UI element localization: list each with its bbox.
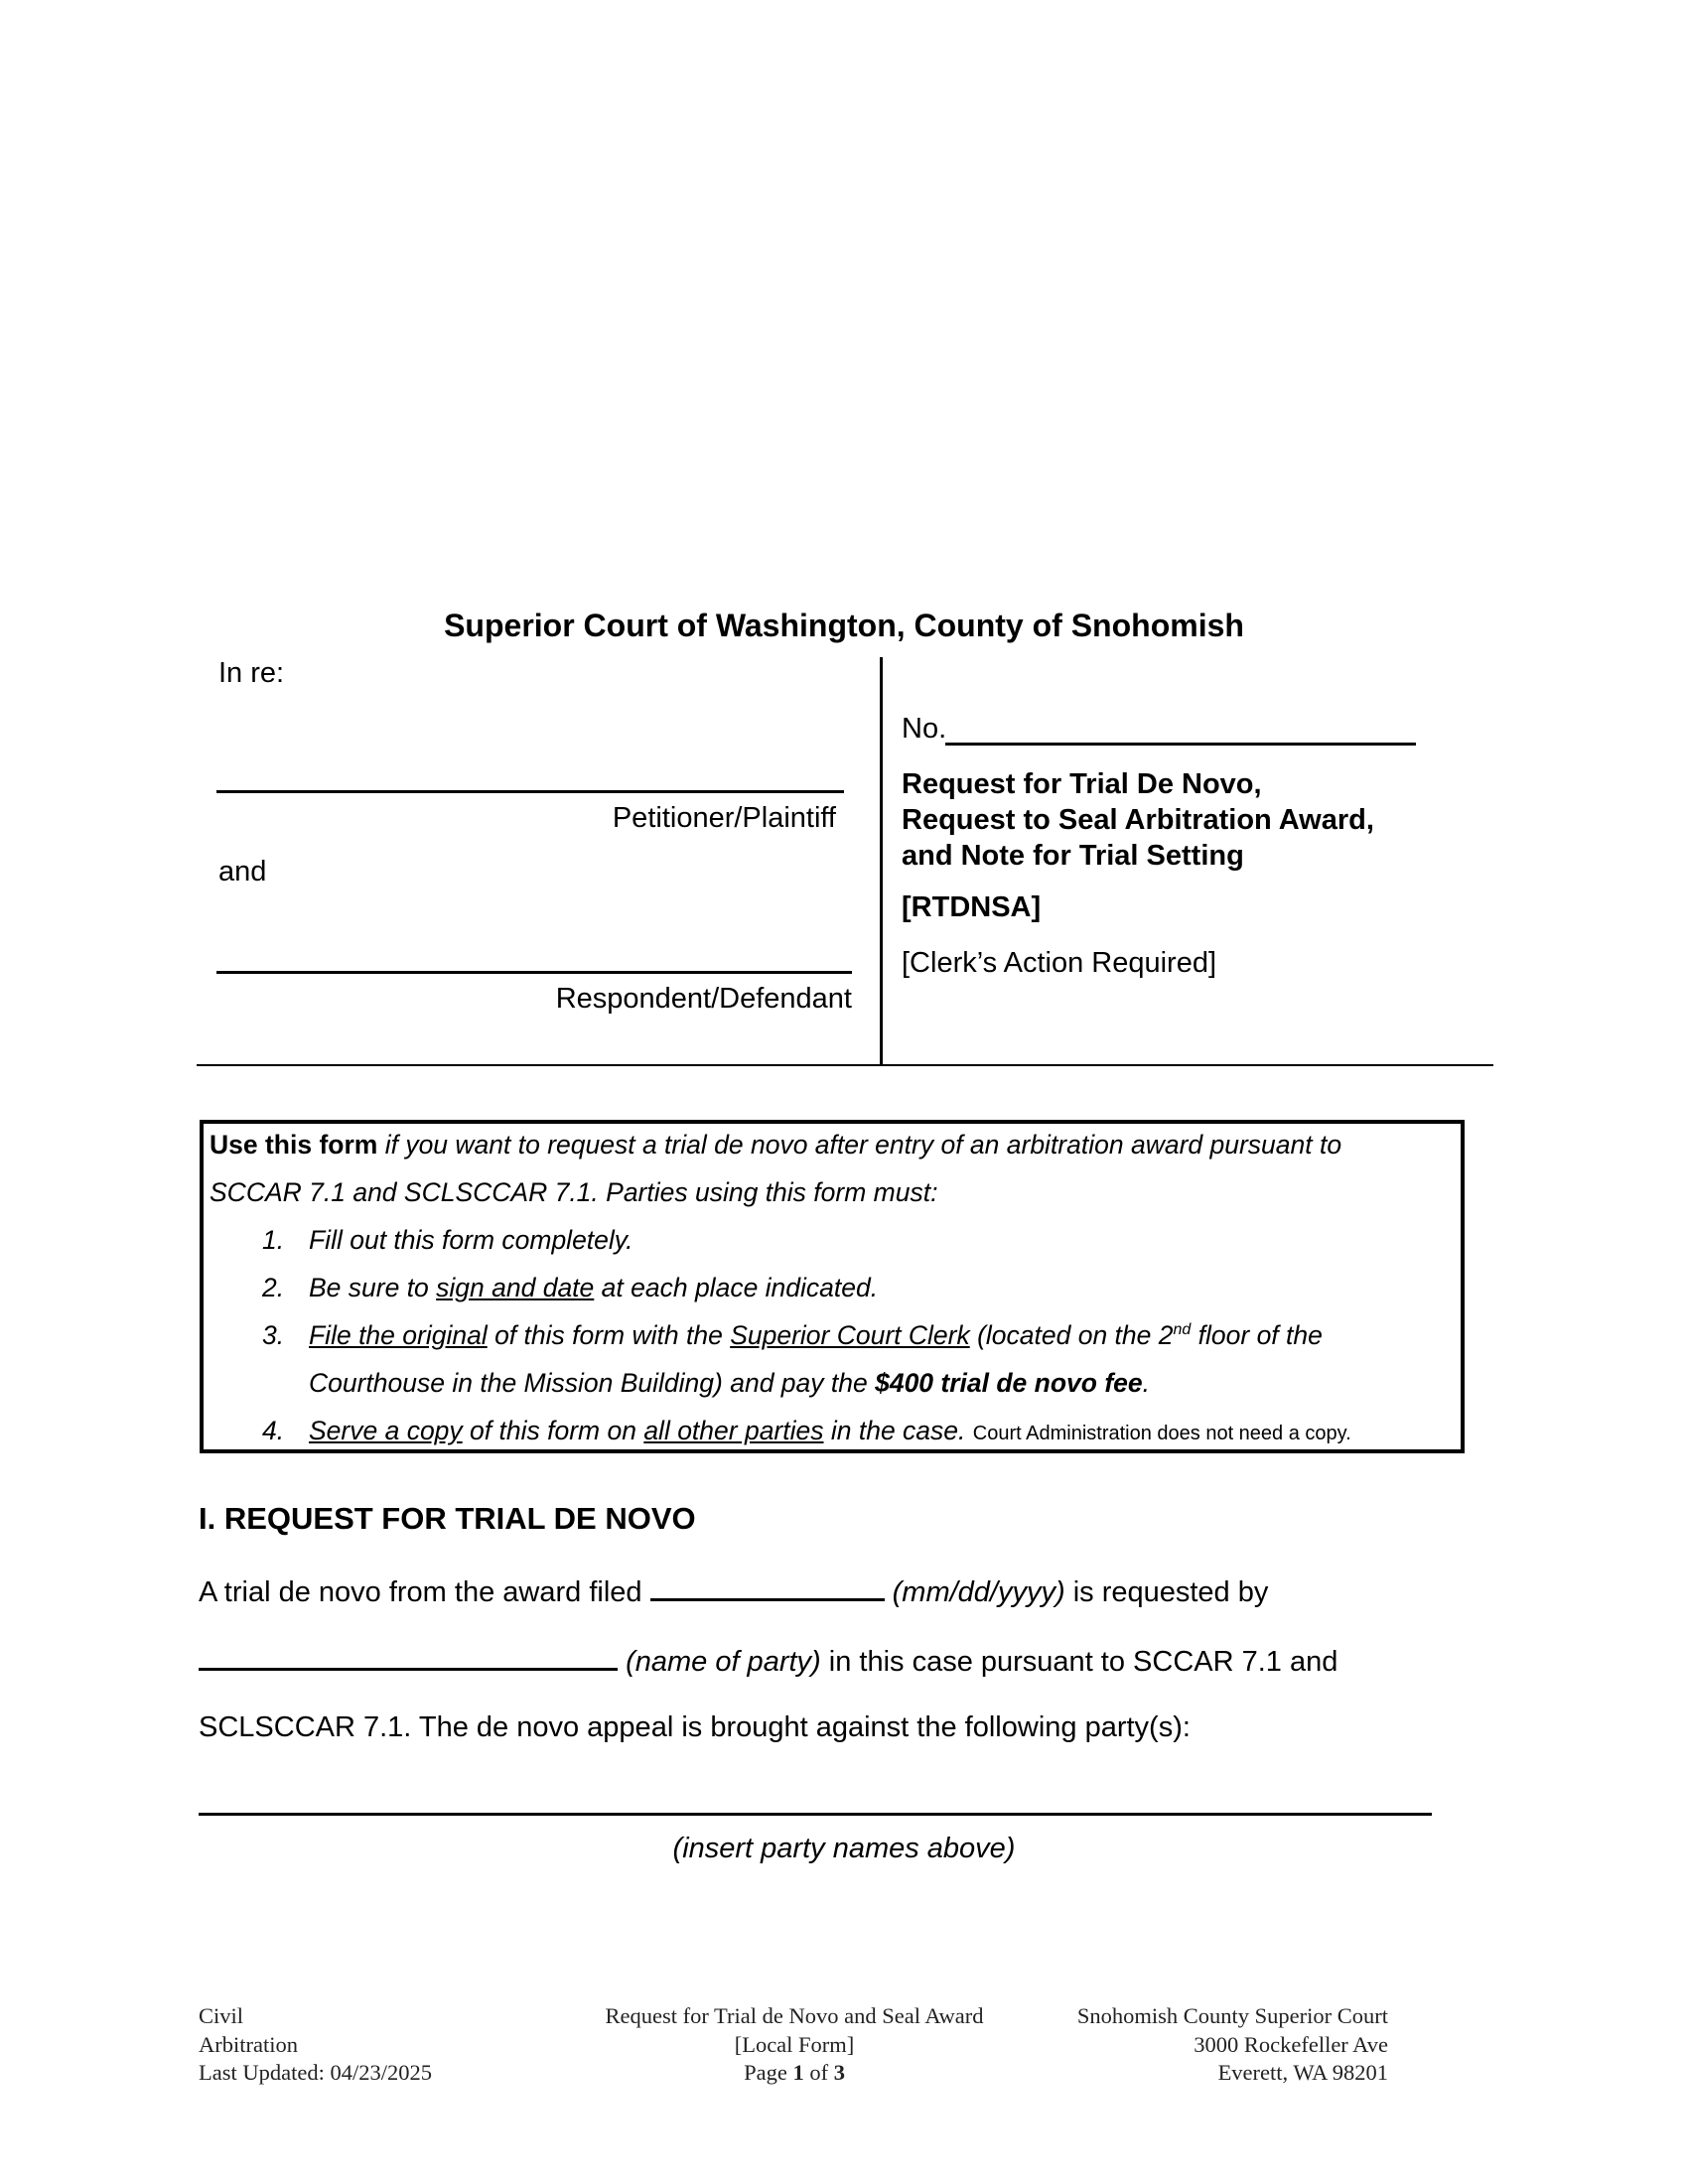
- request-line-3: SCLSCCAR 7.1. The de novo appeal is brought against the following party(s):: [199, 1711, 1191, 1743]
- footer-court-name: Snohomish County Superior Court: [1076, 2003, 1388, 2028]
- page-prefix: Page: [744, 2060, 793, 2085]
- respondent-label: Respondent/Defendant: [555, 983, 852, 1015]
- instruction-number: 4.: [262, 1416, 285, 1445]
- page-of: of: [803, 2060, 834, 2085]
- caption-divider-vertical: [880, 657, 883, 1064]
- case-number-line[interactable]: [945, 743, 1416, 746]
- instruction-text: of this form with the: [487, 1320, 731, 1350]
- document-title-line: Request for Trial De Novo,: [902, 768, 1262, 800]
- sign-and-date-emphasis: sign and date: [436, 1273, 595, 1302]
- serve-copy-emphasis: Serve a copy: [309, 1416, 463, 1445]
- in-re-label: In re:: [218, 657, 285, 689]
- footer-left: [199, 2002, 432, 2088]
- petitioner-label: Petitioner/Plaintiff: [612, 802, 836, 834]
- award-date-field[interactable]: [650, 1572, 885, 1601]
- footer-form-type: [Local Form]: [734, 2031, 855, 2057]
- instruction-text: Be sure to: [309, 1273, 437, 1302]
- respondent-name-line[interactable]: [216, 971, 852, 974]
- instruction-text: in the case.: [823, 1416, 973, 1445]
- instruction-item-2: [309, 1273, 878, 1303]
- instructions-intro-line2: SCCAR 7.1 and SCLSCCAR 7.1. Parties using this form must:: [210, 1177, 938, 1207]
- instruction-item-3: [309, 1320, 1323, 1351]
- opposing-party-names-field[interactable]: [199, 1813, 1432, 1816]
- instruction-text: floor of the: [1191, 1320, 1323, 1350]
- page-total: 3: [833, 2060, 845, 2085]
- case-number-label: No.: [902, 713, 947, 745]
- party-names-caption: (insert party names above): [672, 1833, 1016, 1864]
- request-line-2: [199, 1642, 1337, 1679]
- party-name-field[interactable]: [199, 1642, 618, 1671]
- document-title-line: Request to Seal Arbitration Award,: [902, 804, 1374, 836]
- instructions-box: [200, 1120, 1465, 1453]
- all-other-parties-emphasis: all other parties: [643, 1416, 824, 1445]
- footer-right: [993, 2002, 1388, 2088]
- footer-street: 3000 Rockefeller Ave: [1194, 2031, 1388, 2057]
- document-title: [902, 766, 1438, 874]
- superior-court-clerk-emphasis: Superior Court Clerk: [730, 1320, 970, 1350]
- instruction-text: of this form on: [462, 1416, 644, 1445]
- date-format-hint: (mm/dd/yyyy): [892, 1576, 1065, 1608]
- ordinal-suffix: nd: [1173, 1321, 1192, 1339]
- instructions-intro-rest: if you want to request a trial de novo after entry of an arbitration award pursuant to: [377, 1130, 1342, 1160]
- court-title: Superior Court of Washington, County of Snohomish: [444, 608, 1244, 643]
- document-title-line: and Note for Trial Setting: [902, 840, 1244, 872]
- request-line-1: [199, 1572, 1268, 1609]
- trial-fee: $400 trial de novo fee: [875, 1368, 1143, 1398]
- instruction-item-4: [309, 1416, 1351, 1446]
- section-heading: I. REQUEST FOR TRIAL DE NOVO: [199, 1501, 696, 1536]
- clerk-action-note: [Clerk’s Action Required]: [902, 947, 1217, 979]
- paragraph-text: in this case pursuant to SCCAR 7.1 and: [820, 1646, 1338, 1678]
- page-current: 1: [792, 2060, 804, 2085]
- instructions-intro: [210, 1130, 1341, 1160]
- footer-category: Civil: [199, 2003, 244, 2028]
- footer-form-title: Request for Trial de Novo and Seal Award: [605, 2003, 984, 2028]
- instruction-number: 2.: [262, 1273, 285, 1302]
- footer-last-updated: Last Updated: 04/23/2025: [199, 2060, 432, 2085]
- instruction-text: .: [1142, 1368, 1150, 1398]
- instruction-text: Courthouse in the Mission Building) and pay the: [309, 1368, 876, 1398]
- instruction-number: 3.: [262, 1320, 285, 1350]
- and-label: and: [218, 856, 267, 887]
- party-name-hint: (name of party): [626, 1646, 821, 1678]
- court-admin-note: Court Administration does not need a copy.: [972, 1423, 1351, 1444]
- footer-subcategory: Arbitration: [199, 2031, 298, 2057]
- petitioner-name-line[interactable]: [216, 790, 844, 793]
- caption-divider-horizontal: [197, 1064, 1493, 1066]
- footer-city: Everett, WA 98201: [1217, 2060, 1388, 2085]
- instructions-intro-bold: Use this form: [210, 1130, 378, 1160]
- paragraph-text: is requested by: [1064, 1576, 1269, 1608]
- instruction-item-3-line2: [309, 1368, 1150, 1399]
- instruction-text: at each place indicated.: [594, 1273, 879, 1302]
- file-original-emphasis: File the original: [309, 1320, 488, 1350]
- instruction-item-1: Fill out this form completely.: [309, 1225, 633, 1255]
- instruction-number: 1.: [262, 1225, 285, 1255]
- form-code: [RTDNSA]: [902, 891, 1042, 923]
- instruction-text: (located on the 2: [969, 1320, 1174, 1350]
- paragraph-text: A trial de novo from the award filed: [199, 1576, 650, 1608]
